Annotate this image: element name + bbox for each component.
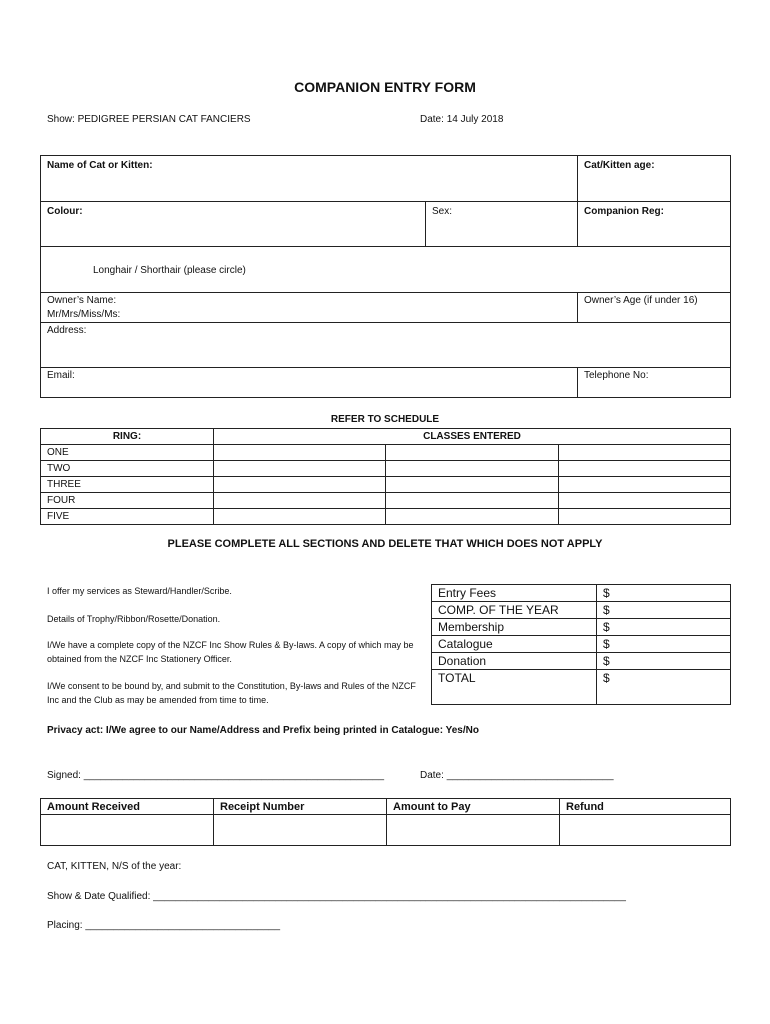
fee-label: Donation — [432, 653, 597, 670]
fee-amount[interactable]: $ — [597, 619, 731, 636]
owner-title-label: Mr/Mrs/Miss/Ms: — [47, 309, 121, 320]
date-line — [420, 114, 503, 125]
colour-label: Colour: — [47, 206, 83, 217]
class-cell[interactable] — [558, 493, 730, 509]
fee-amount[interactable]: $ — [597, 585, 731, 602]
class-cell[interactable] — [386, 509, 558, 525]
fee-amount[interactable]: $ — [597, 670, 731, 705]
schedule-title: REFER TO SCHEDULE — [330, 414, 440, 425]
class-cell[interactable] — [386, 493, 558, 509]
qualified-line[interactable] — [47, 891, 626, 902]
table-row — [432, 670, 731, 705]
class-cell[interactable] — [214, 509, 386, 525]
cat-name-field[interactable] — [40, 155, 578, 202]
owner-age-field[interactable] — [577, 292, 731, 323]
cat-name-label: Name of Cat or Kitten: — [47, 160, 153, 171]
class-cell[interactable] — [558, 445, 730, 461]
cat-age-field[interactable] — [577, 155, 731, 202]
show-line — [47, 114, 251, 125]
owner-name-field[interactable] — [40, 292, 578, 323]
placing-line[interactable] — [47, 920, 280, 931]
fees-table — [431, 584, 731, 705]
signed-date-underline[interactable]: ______________________________ — [446, 770, 614, 781]
amount-received-cell[interactable] — [41, 815, 214, 846]
placing-label: Placing: — [47, 920, 83, 931]
class-cell[interactable] — [558, 461, 730, 477]
table-row — [41, 461, 731, 477]
email-label: Email: — [47, 370, 75, 381]
fee-amount[interactable]: $ — [597, 636, 731, 653]
owner-name-label: Owner’s Name: — [47, 295, 117, 306]
ring-label: TWO — [41, 461, 214, 477]
email-field[interactable] — [40, 367, 578, 398]
companion-reg-label: Companion Reg: — [584, 206, 664, 217]
table-row — [432, 653, 731, 670]
ring-label: THREE — [41, 477, 214, 493]
class-cell[interactable] — [386, 445, 558, 461]
year-label: CAT, KITTEN, N/S of the year: — [47, 861, 182, 872]
class-cell[interactable] — [386, 461, 558, 477]
fee-amount[interactable]: $ — [597, 602, 731, 619]
amount-to-pay-header: Amount to Pay — [387, 799, 560, 815]
receipt-number-header: Receipt Number — [214, 799, 387, 815]
table-row — [41, 509, 731, 525]
signed-label: Signed: — [47, 770, 81, 781]
signed-date-label: Date: — [420, 770, 444, 781]
qualified-label: Show & Date Qualified: — [47, 891, 151, 902]
table-row — [41, 815, 731, 846]
signed-date-line[interactable] — [420, 770, 614, 781]
instruction-heading: PLEASE COMPLETE ALL SECTIONS AND DELETE THAT WHICH DOES NOT APPLY — [167, 538, 603, 550]
fee-amount[interactable]: $ — [597, 653, 731, 670]
table-row — [41, 477, 731, 493]
telephone-label: Telephone No: — [584, 370, 649, 381]
owner-age-label: Owner’s Age (if under 16) — [584, 295, 698, 306]
table-row — [432, 636, 731, 653]
show-name: PEDIGREE PERSIAN CAT FANCIERS — [77, 114, 251, 125]
amount-received-header: Amount Received — [41, 799, 214, 815]
ring-label: FIVE — [41, 509, 214, 525]
fee-label: Catalogue — [432, 636, 597, 653]
date-label: Date: — [420, 114, 444, 125]
fee-label: Membership — [432, 619, 597, 636]
form-title: COMPANION ENTRY FORM — [294, 79, 476, 95]
class-cell[interactable] — [558, 477, 730, 493]
refund-cell[interactable] — [560, 815, 731, 846]
sex-field[interactable] — [425, 201, 578, 247]
table-row — [41, 493, 731, 509]
signed-underline[interactable]: ______________________________________________________ — [83, 770, 385, 781]
ring-label: ONE — [41, 445, 214, 461]
table-row — [432, 619, 731, 636]
class-cell[interactable] — [558, 509, 730, 525]
ring-label: FOUR — [41, 493, 214, 509]
cat-age-label: Cat/Kitten age: — [584, 160, 655, 171]
signed-line[interactable] — [47, 770, 384, 781]
table-row — [41, 799, 731, 815]
show-label: Show: — [47, 114, 75, 125]
trophy-statement[interactable]: Details of Trophy/Ribbon/Rosette/Donation. — [47, 614, 221, 624]
steward-statement[interactable]: I offer my services as Steward/Handler/Scribe. — [47, 586, 232, 596]
class-cell[interactable] — [214, 461, 386, 477]
qualified-underline[interactable]: _____________________________________________________________________________________ — [153, 891, 626, 902]
address-field[interactable] — [40, 322, 731, 368]
privacy-statement[interactable]: Privacy act: I/We agree to our Name/Address and Prefix being printed in Catalogue: Yes/No — [47, 725, 479, 736]
classes-header: CLASSES ENTERED — [214, 429, 731, 445]
class-cell[interactable] — [386, 477, 558, 493]
placing-underline[interactable]: ___________________________________ — [85, 920, 281, 931]
hair-type-label: Longhair / Shorthair (please circle) — [93, 265, 246, 276]
classes-table — [40, 428, 731, 525]
class-cell[interactable] — [214, 477, 386, 493]
table-row — [432, 585, 731, 602]
date-value: 14 July 2018 — [446, 114, 504, 125]
refund-header: Refund — [560, 799, 731, 815]
consent-statement[interactable]: I/We consent to be bound by, and submit to the Constitution, By-laws and Rules of the NZCF Inc and the Club as may be amended from time to time. — [47, 681, 416, 705]
payment-table — [40, 798, 731, 846]
amount-to-pay-cell[interactable] — [387, 815, 560, 846]
table-row — [41, 445, 731, 461]
fee-label: Entry Fees — [432, 585, 597, 602]
class-cell[interactable] — [214, 493, 386, 509]
fee-label: TOTAL — [432, 670, 597, 705]
hair-type-field[interactable] — [40, 246, 731, 293]
class-cell[interactable] — [214, 445, 386, 461]
companion-reg-field[interactable] — [577, 201, 731, 247]
sex-label: Sex: — [432, 206, 453, 217]
colour-field[interactable] — [40, 201, 426, 247]
ring-header: RING: — [41, 429, 214, 445]
telephone-field[interactable] — [577, 367, 731, 398]
address-label: Address: — [47, 325, 87, 336]
receipt-number-cell[interactable] — [214, 815, 387, 846]
rules-statement[interactable]: I/We have a complete copy of the NZCF Inc Show Rules & By-laws. A copy of which may be obtained from the NZCF Inc Stationery Officer. — [47, 640, 414, 664]
fee-label: COMP. OF THE YEAR — [432, 602, 597, 619]
table-row — [432, 602, 731, 619]
